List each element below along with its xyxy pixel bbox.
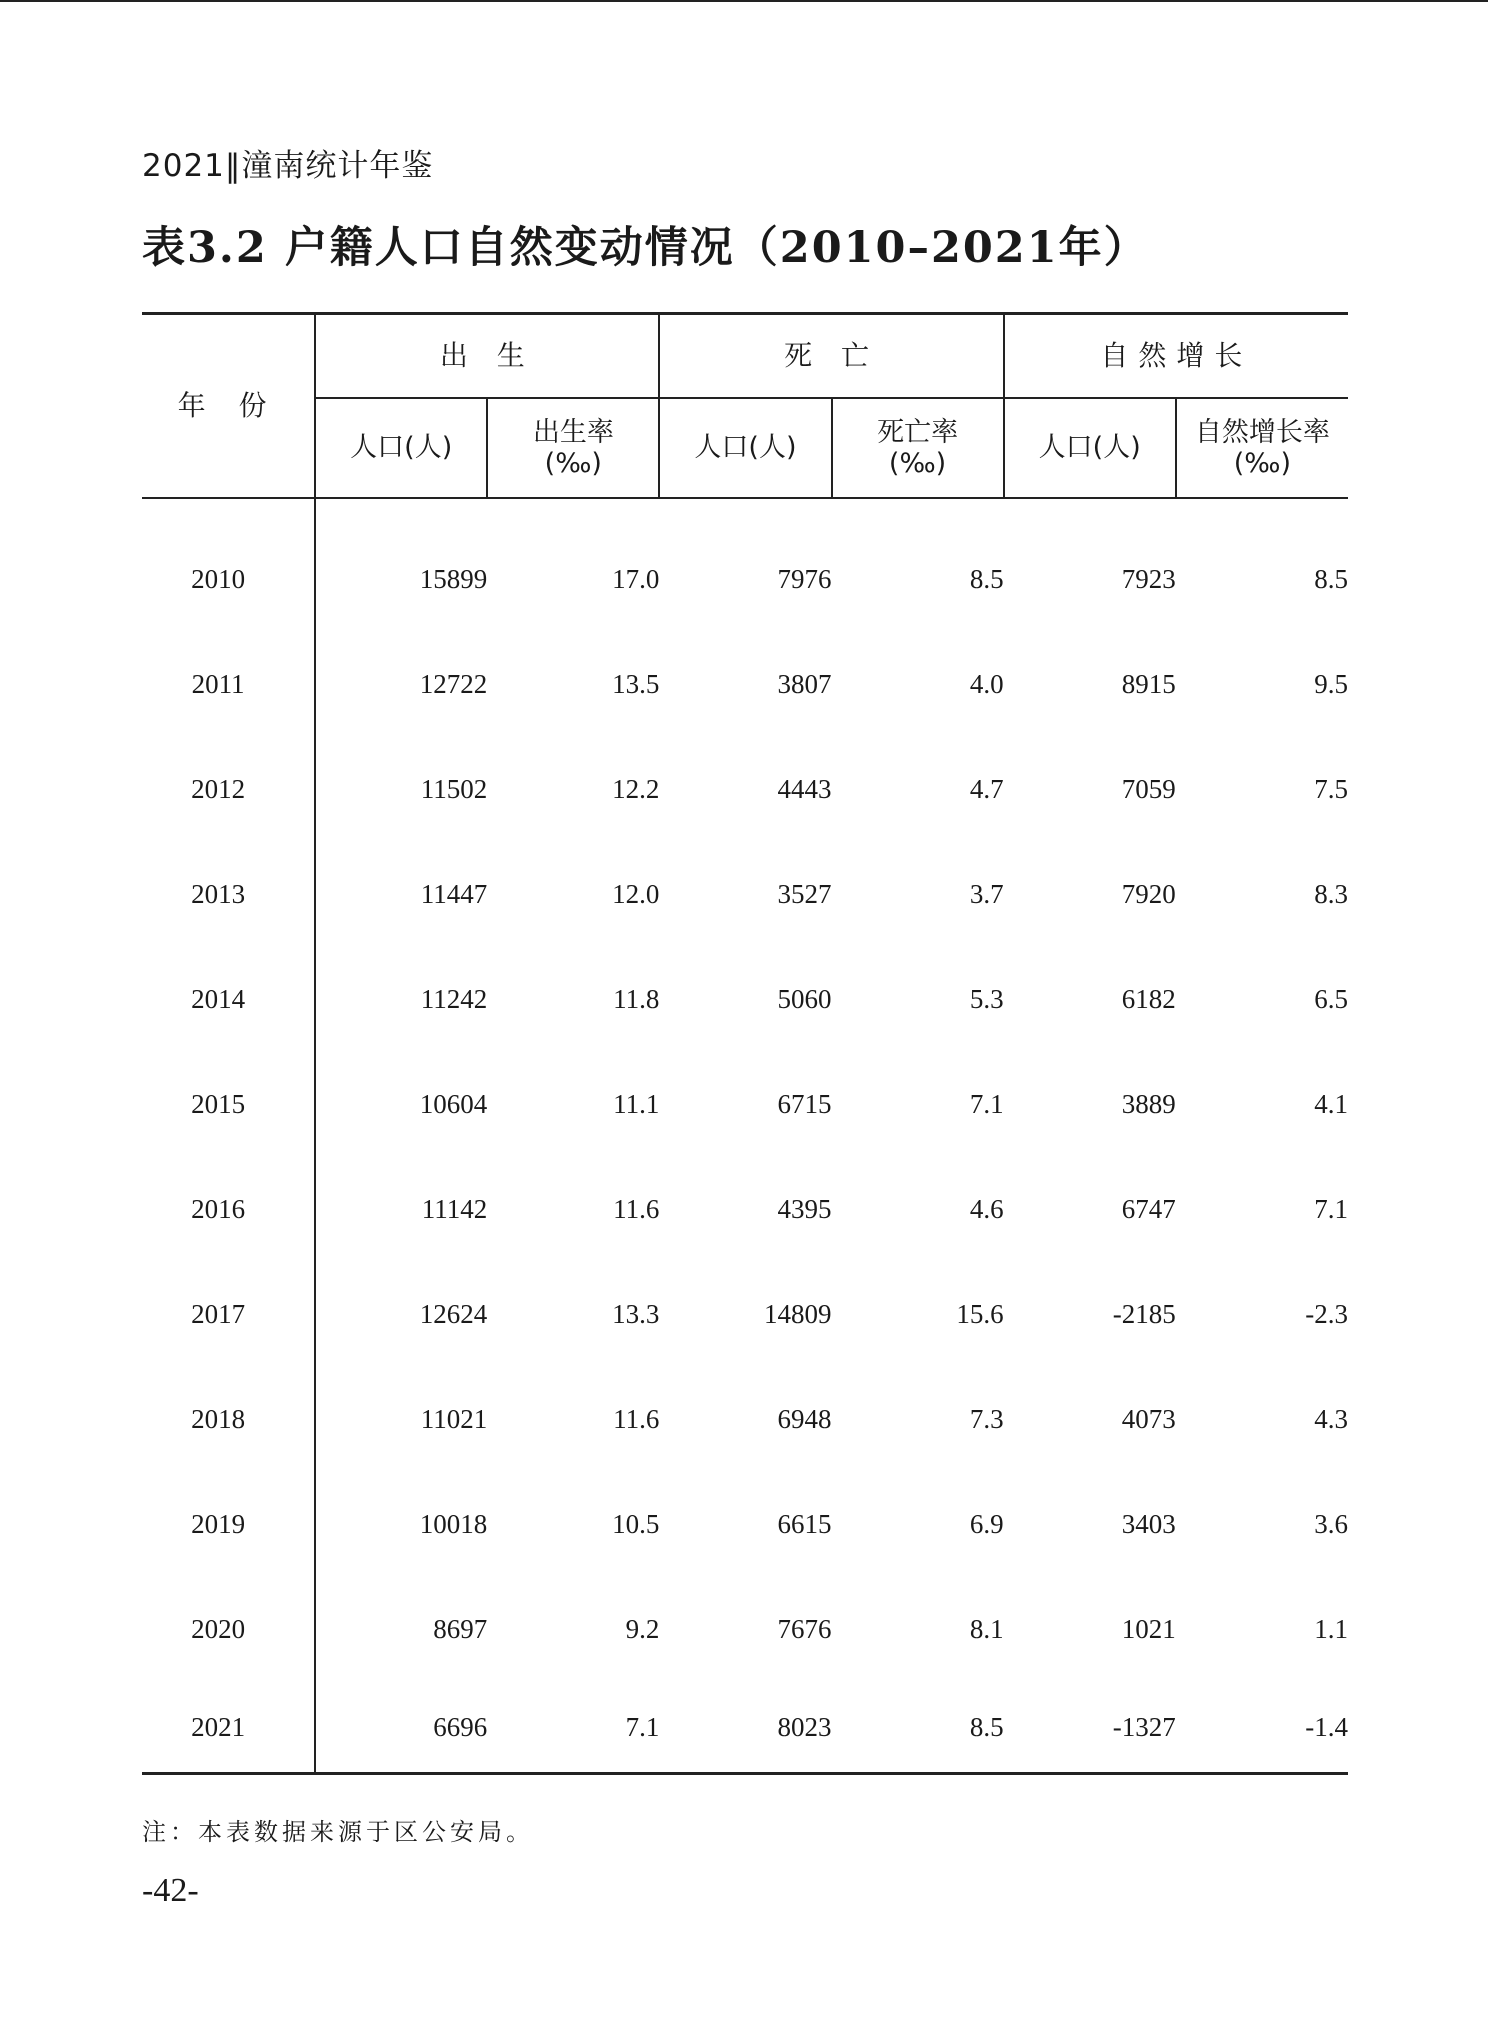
growth-rate-cell: 8.3: [1314, 879, 1348, 909]
subheader-death-rate: [832, 398, 1004, 498]
subheader-birth-rate: [487, 398, 659, 498]
subheader-line1: 人口(人): [1038, 432, 1141, 464]
birth-population-cell: 11447: [420, 879, 488, 909]
death-population-cell: 3527: [777, 879, 832, 909]
table-title: 表3.2 户籍人口自然变动情况（2010–2021年）: [142, 223, 1149, 273]
death-rate-cell: 7.3: [969, 1404, 1004, 1434]
birth-population-cell: 12624: [419, 1299, 488, 1329]
subheader-line1: 自然增长率: [1194, 416, 1330, 448]
birth-population-cell: 11242: [420, 984, 488, 1014]
table-row: [142, 498, 1348, 632]
subheader-death-population: [659, 398, 831, 498]
growth-population-cell: -2185: [1112, 1299, 1176, 1329]
death-population-cell: 8023: [659, 1682, 831, 1774]
top-border-line: [0, 0, 1488, 2]
subheader-line2: (‰): [1233, 448, 1292, 479]
growth-population-cell: 3403: [1121, 1509, 1176, 1539]
subheader-growth-rate: [1176, 398, 1348, 498]
growth-population-cell: 7923: [1121, 564, 1176, 594]
death-population-cell: 4395: [777, 1194, 832, 1224]
death-population-cell: 6715: [777, 1089, 832, 1119]
birth-population-cell: 15899: [419, 564, 488, 594]
growth-population-cell: -1327: [1004, 1682, 1176, 1774]
birth-population-cell: 11142: [421, 1194, 488, 1224]
year-cell: 2021: [142, 1682, 315, 1774]
growth-rate-cell: 7.5: [1314, 774, 1348, 804]
growth-rate-cell: 3.6: [1314, 1509, 1348, 1539]
birth-rate-cell: 11.6: [613, 1404, 660, 1434]
death-population-cell: 14809: [764, 1299, 832, 1329]
birth-rate-cell: 11.6: [613, 1194, 660, 1224]
death-population-cell: 3807: [777, 669, 832, 699]
growth-population-cell: 8915: [1121, 669, 1176, 699]
year-cell: 2016: [142, 1157, 315, 1262]
death-population-cell: 6615: [777, 1509, 832, 1539]
birth-rate-cell: 11.8: [613, 984, 660, 1014]
birth-rate-cell: 12.0: [612, 879, 660, 909]
death-rate-cell: 3.7: [969, 879, 1004, 909]
table-row: [142, 947, 1348, 1052]
table-body: [142, 498, 1348, 1774]
group-header-death: 死 亡: [659, 314, 1003, 399]
birth-population-cell: 11502: [420, 774, 488, 804]
growth-rate-cell: -1.4: [1176, 1682, 1348, 1774]
subheader-line1: 人口(人): [694, 432, 797, 464]
death-rate-cell: 8.5: [832, 1682, 1004, 1774]
death-rate-cell: 8.5: [969, 564, 1004, 594]
birth-population-cell: 8697: [433, 1614, 488, 1644]
subheader-growth-population: [1004, 398, 1176, 498]
birth-rate-cell: 9.2: [625, 1614, 660, 1644]
death-population-cell: 4443: [777, 774, 832, 804]
growth-rate-cell: 6.5: [1314, 984, 1348, 1014]
birth-rate-cell: 13.5: [612, 669, 660, 699]
year-cell: 2020: [142, 1577, 315, 1682]
table-row: [142, 1367, 1348, 1472]
table-note: 注：本表数据来源于区公安局。: [142, 1818, 534, 1846]
death-rate-cell: 8.1: [969, 1614, 1004, 1644]
subheader-line2: (‰): [888, 448, 947, 479]
year-cell: 2014: [142, 947, 315, 1052]
subheader-line2: (‰): [544, 448, 602, 479]
growth-population-cell: 1021: [1121, 1614, 1176, 1644]
year-column-header: 年 份: [142, 314, 315, 499]
year-cell: 2015: [142, 1052, 315, 1157]
birth-rate-cell: 11.1: [613, 1089, 660, 1119]
growth-rate-cell: 4.3: [1314, 1404, 1348, 1434]
birth-rate-cell: 17.0: [612, 564, 660, 594]
death-rate-cell: 5.3: [969, 984, 1004, 1014]
birth-population-cell: 10018: [419, 1509, 488, 1539]
growth-rate-cell: 9.5: [1314, 669, 1348, 699]
table-row: [142, 1052, 1348, 1157]
table-row: [142, 1157, 1348, 1262]
death-population-cell: 7976: [777, 564, 832, 594]
table-row: [142, 1472, 1348, 1577]
year-cell: 2013: [142, 842, 315, 947]
table-row: [142, 842, 1348, 947]
birth-population-cell: 12722: [419, 669, 488, 699]
year-cell: 2011: [142, 632, 315, 737]
birth-rate-cell: 10.5: [612, 1509, 660, 1539]
growth-rate-cell: 4.1: [1314, 1089, 1348, 1119]
growth-population-cell: 6747: [1121, 1194, 1176, 1224]
year-cell: 2019: [142, 1472, 315, 1577]
data-table-wrapper: [142, 312, 1348, 1775]
death-population-cell: 7676: [777, 1614, 832, 1644]
birth-rate-cell: 13.3: [612, 1299, 660, 1329]
table-row: [142, 1682, 1348, 1774]
death-rate-cell: 15.6: [956, 1299, 1004, 1329]
death-rate-cell: 6.9: [969, 1509, 1004, 1539]
growth-rate-cell: 7.1: [1314, 1194, 1348, 1224]
subheader-line1: 人口(人): [350, 432, 453, 464]
group-header-birth: 出 生: [315, 314, 659, 399]
year-cell: 2018: [142, 1367, 315, 1472]
growth-rate-cell: 1.1: [1314, 1614, 1348, 1644]
death-population-cell: 5060: [777, 984, 832, 1014]
death-rate-cell: 4.6: [969, 1194, 1004, 1224]
growth-population-cell: 4073: [1121, 1404, 1176, 1434]
death-rate-cell: 4.0: [969, 669, 1004, 699]
birth-rate-cell: 7.1: [487, 1682, 659, 1774]
growth-population-cell: 3889: [1121, 1089, 1176, 1119]
growth-population-cell: 7059: [1121, 774, 1176, 804]
growth-rate-cell: 8.5: [1314, 564, 1348, 594]
death-rate-cell: 7.1: [969, 1089, 1004, 1119]
death-population-cell: 6948: [777, 1404, 832, 1434]
growth-rate-cell: -2.3: [1305, 1299, 1348, 1329]
year-cell: 2010: [142, 498, 315, 632]
table-row: [142, 1262, 1348, 1367]
table-row: [142, 737, 1348, 842]
birth-population-cell: 11021: [420, 1404, 488, 1434]
subheader-line1: 死亡率: [877, 416, 959, 448]
running-header: 2021‖潼南统计年鉴: [142, 148, 434, 184]
page-number: -42-: [142, 1872, 199, 1909]
birth-rate-cell: 12.2: [612, 774, 660, 804]
growth-population-cell: 6182: [1121, 984, 1176, 1014]
group-header-natural-growth: 自然增长: [1004, 314, 1348, 399]
birth-population-cell: 10604: [419, 1089, 488, 1119]
year-cell: 2017: [142, 1262, 315, 1367]
table-row: [142, 1577, 1348, 1682]
population-change-table: [142, 312, 1348, 1775]
growth-population-cell: 7920: [1121, 879, 1176, 909]
birth-population-cell: 6696: [315, 1682, 487, 1774]
year-cell: 2012: [142, 737, 315, 842]
subheader-line1: 出生率: [532, 416, 614, 448]
subheader-birth-population: [315, 398, 487, 498]
death-rate-cell: 4.7: [969, 774, 1004, 804]
table-row: [142, 632, 1348, 737]
